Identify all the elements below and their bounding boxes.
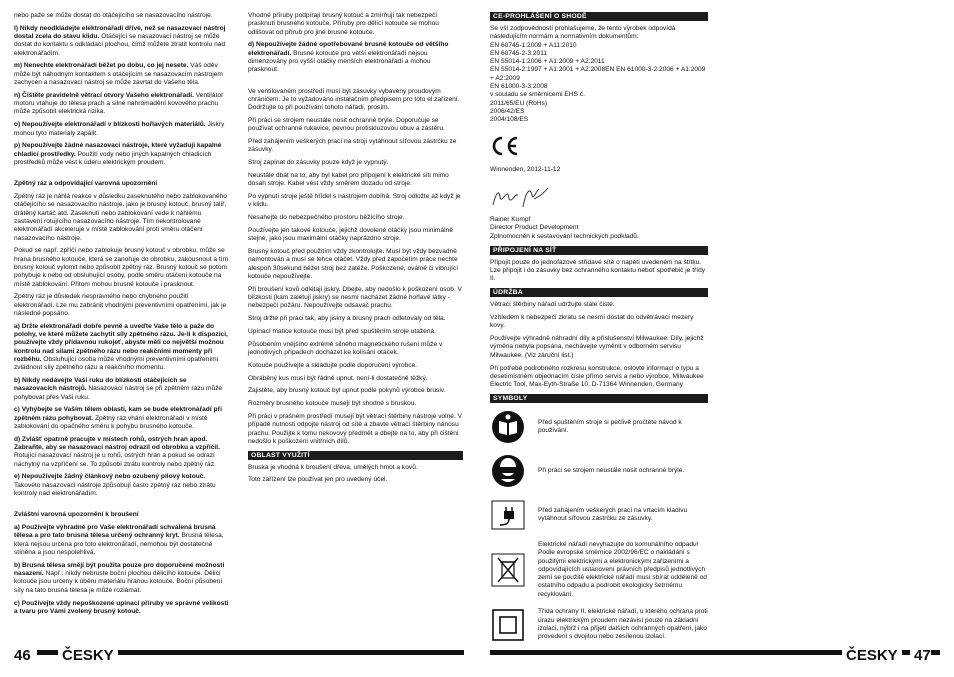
paragraph: [14, 436, 229, 469]
paragraph-text: Zpětný ráz je náhlá reakce v důsledku zaseknutého nebo zablokovaného otáčejícího se nasazovacího nástroje, jako je brusný kotouč, brusný talíř, drátěný kartáč atd. Zaseknutí nebo zablokování vede k náhlému zastavení rotujícího nasazovacího nástroje. Tím nekontrolované elektronářadí akceleruje v místě zablokování proti směru otáčení nasazovacího nástroje.: [14, 193, 227, 242]
paragraph-bold: d) Zvlášť opatrně pracujte v místech rohů, ostrých hran apod. Zabraňte, aby se nasazovací nástroj odrazil od obrobku a vzpříčil.: [14, 435, 220, 452]
safety-text-continued: [248, 12, 463, 446]
paragraph: [14, 377, 229, 402]
paragraph: [248, 476, 463, 484]
symbol-row: [490, 453, 708, 489]
paragraph-text: Váš oděv může být náhodným kontaktem s otáčejícím se nasazovacím nástrojem zachycen a nasazovací nástroj se může zavrtat do Vašeho těla.: [14, 62, 223, 87]
paragraph-bold: p) Nepoužívejte žádné nasazovací nástroje, které vyžadují kapalné chladicí prostředky.: [14, 142, 222, 158]
right-page-column: [490, 12, 708, 651]
ce-mark-icon: [490, 135, 520, 157]
paragraph-text: Upínací matice kotouče musí být před spuštěním stroje utažená.: [248, 327, 437, 335]
paragraph-text: Před zahájením veškerých prací na stroji vytáhnout síťovou zástrčku ze zásuvky.: [248, 138, 457, 154]
paragraph: [14, 25, 229, 58]
paragraph: [14, 524, 229, 557]
ce-line: v souladu se směrnicemi EHS č.: [490, 91, 585, 99]
signer-note: Zplnomocněn k sestavování technických podkladů.: [490, 232, 639, 240]
section-heading-usage: OBLAST VYUŽITÍ: [248, 451, 463, 460]
paragraph: [14, 293, 229, 318]
paragraph: [248, 413, 463, 446]
paragraph-text: Zajistěte, aby brusný kotouč byl upnut podle pokynů výrobce brusiv.: [248, 387, 446, 395]
paragraph-text: Neustále dbát na to, aby byl kabel pro připojení k elektrické síti mimo dosah stroje. Kabel vést vždy směrem dozadu od stroje.: [248, 171, 449, 188]
paragraph-text: Po vypnutí stroje ještě hřídel s nástrojem dobíhá. Stroj odložte až když je v klidu.: [248, 193, 461, 209]
symbol-row: [490, 409, 708, 445]
paragraph-text: Kotouče používejte a skladujte podle doporučení výrobce.: [248, 361, 417, 369]
paragraph: [14, 406, 229, 431]
read-manual-icon: [490, 409, 526, 445]
paragraph-text: Stroj zapínat do zásuvky pouze když je vypnutý.: [248, 159, 389, 167]
paragraph: [248, 286, 463, 311]
paragraph-text: Brusné kotouče pro větší elektronářadí nejsou dimenzovány pro vyšší otáčky menších elektronářadí a mohou prasknout.: [248, 49, 431, 74]
signer-name: Rainer Kumpf: [490, 215, 531, 223]
paragraph-text: Vhodné příruby podpírají brusný kotouč a zmírňují tak nebezpečí prasknutí brusného kotouče. Příruby pro dělící kotouče se mohou odlišovat od přírub pro jiné brusné kotouče.: [248, 12, 439, 36]
paragraph: [14, 12, 229, 20]
paragraph-bold: a) Držte elektronářadí dobře pevně a uveďte Vaše tělo a paže do polohy, ve které můžete zachytit síly zpětného rázu. Je-li k dispozici, používejte vždy přídavnou rukojeť, abyste měli co největší možnou kontrolu nad silami zpětného rázu nebo reakčními momenty při rozběhu.: [14, 322, 228, 363]
right-page-number: 47: [910, 647, 931, 665]
paragraph: [14, 142, 229, 167]
paragraph-text: Nesahejte do nebezpečného prostoru běžícího stroje.: [248, 214, 405, 222]
paragraph-text: Např.: nikdy nebruste boční plochou dělicího kotouče. Dělicí kotouče jsou určeny k úběru materiálu hranou kotouče. Boční působení síly na tato brusná tělesa je může rozlámat.: [14, 570, 223, 594]
paragraph-bold: b) Nikdy nedávejte Vaši ruku do blízkosti otáčejících se nasazovacích nástrojů.: [14, 376, 187, 393]
paragraph-text: Použití vody nebo jiných kapalných chladicích prostředků může vést k úderu elektrickým proudem.: [14, 150, 212, 166]
paragraph: [248, 387, 463, 395]
paragraph: [248, 315, 463, 323]
paragraph: [248, 227, 463, 244]
paragraph-bold: a) Používejte výhradně pro Vaše elektronářadí schválená brusná tělesa a pro tato brusná tělesa určený ochranný kryt.: [14, 524, 216, 540]
paragraph-text: Brusná tělesa, která nejsou určena pro toto elektronářadí, nemohou být dostatečně stíněna a jsou nespolehlivá.: [14, 532, 224, 557]
paragraph-text: Bruska je vhodná k broušení dřeva, umělých hmot a kovů.: [248, 463, 418, 471]
paragraph: [248, 88, 463, 113]
paragraph: [248, 193, 463, 210]
paragraph: [248, 375, 463, 383]
paragraph-text: Při práci se strojem neustále nosit ochranné brýle. Doporučuje se používat ochranné rukavice, pevnou protiskluzovou obuv a zástěru.: [248, 116, 445, 133]
paragraph-text: Při broušení kovů odlétají jiskry. Dbejte, aby nedošlo k poškození osob. V blízkosti (kam zalétují jiskry) se nesmí nacházet žádné hořlavé látky - nebezpečí požáru. Nepoužívejte odsavač prachu.: [248, 285, 462, 310]
ce-line: EN 60745-1:2009 + A11:2010: [490, 41, 577, 49]
section-heading-maintenance: ÚDRŽBA: [490, 288, 708, 297]
paragraph-bold: d) Nepoužívejte žádné opotřebované brusné kotouče od většího elektronářadí.: [248, 41, 449, 57]
paragraph: [14, 503, 229, 507]
paragraph-text: Rotující nasazovací nástroj je u rohů, ostrých hran a pokud se odrazí náchylný na vzpříčení se. To způsobí ztrátu kontroly nebo zpětný ráz.: [14, 452, 216, 468]
paragraph: [248, 138, 463, 155]
paragraph: [248, 41, 463, 74]
symbol-row: [490, 497, 708, 533]
paragraph-bold: n) Čištěte pravidelně větrací otvory Vašeho elektronářadí.: [14, 91, 194, 99]
paragraph: [14, 600, 229, 617]
paragraph-bold: Zpětný ráz a odpovídající varovná upozornění: [14, 180, 158, 188]
left-page-column-1: [14, 12, 229, 621]
paragraph: [248, 117, 463, 134]
place-date: Winnenden, 2012-11-12: [490, 165, 561, 173]
paragraph: [248, 79, 463, 83]
symbol-text: Před zahájením veškerých prací na vrtacím kladivu vytáhnout síťovou zástrčku ze zásuvky.: [538, 506, 688, 522]
paragraph-bold: o) Nepoužívejte elektronářadí v blízkosti hořlavých materiálů.: [14, 121, 206, 129]
ce-line: 2006/42/ES: [490, 107, 525, 115]
paragraph-bold: b) Brusná tělesa smějí být použita pouze pro doporučené možnosti nasazení.: [14, 561, 225, 578]
paragraph-text: Otáčející se nasazovací nástroj se může dostat do kontaktu s odkládací plochou, čímž můžete ztratit kontrolu nad elektronářadím.: [14, 33, 226, 57]
ce-line: EN 55014-2:1997 + A1:2001 + A2:2008EN EN 61000-3-2:2006 + A1:2009 + A2:2009: [490, 66, 706, 82]
paragraph-text: Ve ventilovaném prostředí musí být zásuvky vybaveny proudovým chráničem. Je to vyžadováno instalačním předpisem pro toto el.zařízení. Dodržujte to při používání tohoto nářadí, prosím.: [248, 87, 460, 112]
symbol-text: Před spuštěním stroje si pečlivě pročtěte návod k používání.: [538, 418, 682, 434]
section-heading-ce: CE-PROHLÁŠENÍ O SHODĚ: [490, 12, 708, 21]
paragraph-bold: e) Nepoužívejte žádný článkový nebo ozubený pilový kotouč.: [14, 473, 206, 481]
paragraph: [248, 159, 463, 167]
safety-goggles-icon: [490, 453, 526, 489]
paragraph-bold: Zvláštní varovná upozornění k broušení: [14, 511, 139, 519]
paragraph: [14, 62, 229, 87]
paragraph-text: Nasazovací nástroj se při zpětném rázu může pohybovat přes Vaši ruku.: [14, 385, 223, 401]
weee-bin-icon: [490, 552, 526, 588]
paragraph: [248, 12, 463, 37]
paragraph: [248, 248, 463, 281]
paragraph: [14, 562, 229, 595]
section-heading-symbols: SYMBOLY: [490, 394, 708, 403]
paragraph-text: Brusný kotouč před použitím vždy zkontrolujte. Musí být vždy bezvadně namontován a musí se lehce otáčet. Vždy před započetím práce nechte alespoň 30sekund běžet stroj bez zatěže. Poškozené, oválné či vibrující kotouče nepoužívejte.: [248, 248, 459, 280]
paragraph: [248, 214, 463, 222]
symbol-text: Třída ochrany II, elektrické nářadí, u kterého ochrana proti úrazu elektrickým proudem nezávisí pouze na základní izolaci, nýbrž i na přijetí dalších ochranných opatření, jako provedení s dvojitou nebo zesílenou izolací.: [538, 608, 708, 641]
paragraph: [14, 511, 229, 519]
paragraph-text: Při práci v prašném prostředí musejí být větrací štěrbiny nástroje volné. V případě nutnosti odpojte nástroj od sítě a zbavte větrací štěrbiny nánosu prachu. Použijte k tomu nekovový předmět a dbejte na to, aby při čištění nedošlo k poškození vnitřních dílů.: [248, 412, 463, 445]
class-ii-insulation-icon: [490, 607, 526, 643]
ce-mark: [490, 129, 708, 166]
paragraph-text: Toto zařízení lze používat jen pro uvedený účel.: [248, 476, 388, 484]
symbol-row: [490, 607, 708, 643]
ce-declaration-text: [490, 25, 708, 125]
paragraph-bold: c) Používejte vždy nepoškozené upínací příruby ve správné velikosti a tvaru pro Vámi zvolený brusný kotouč.: [14, 599, 229, 615]
maintenance-paragraph: Používejte výhradně náhradní díly a příslušenství Milwaukee. Díly, jejichž výměna nebyla popsána, nechávejte vyměnit v odborném servisu Milwaukee. (Viz záruční list.): [490, 335, 704, 359]
unplug-icon: [490, 497, 526, 533]
left-page-language: ČESKY: [58, 647, 118, 665]
paragraph-text: Obráběný kus musí být řádně upnut, není-li dostatečně těžký.: [248, 374, 428, 382]
paragraph: [248, 464, 463, 472]
paragraph-text: Stroj držte při práci tak, aby jiskry a brusný prach odletovaly od těla.: [248, 315, 446, 323]
paragraph: [248, 341, 463, 358]
symbol-row: [490, 541, 708, 599]
paragraph: [14, 180, 229, 188]
paragraph-bold: m) Nenechte elektronářadí běžet po dobu, co jej nesete.: [14, 62, 189, 70]
left-page-column-2: [248, 12, 463, 489]
usage-text: [248, 464, 463, 485]
paragraph-text: Takovéto nasazovací nástroje způsobují často zpětný ráz nebo ztrátu kontroly nad elektronářadím.: [14, 481, 216, 498]
paragraph: [14, 323, 229, 373]
paragraph-text: Pokud se např. zpříčí nebo zablokuje brusný kotouč v obrobku, může se hrana brusného kotouče, která se zanořuje do obrobku, zakousnout a tím brusný kotouč vylomit nebo způsobit zpětný ráz. Brusný kotouč se potom pohybuje k nebo od obsluhující osoby, podle směru otáčení kotouče na místě zablokování. Přitom mohou brusné kotouče i prasknout.: [14, 247, 229, 288]
signer-title: Director Product Development: [490, 224, 579, 232]
paragraph-text: Zpětný ráz je důsledek nesprávného nebo chybného použití elektronářadí. Lze mu zabránit vhodnými preventivními opatřeními, jak je následně popsáno.: [14, 293, 227, 317]
paragraph-text: nebo paže se může dostat do otáčejícího se nasazovacího nástroje.: [14, 12, 213, 19]
paragraph: [14, 473, 229, 498]
paragraph-text: Obsluhující osoba může vhodnými preventivními opatřeními zvládnout síly zpětného rázu a reakčního momentu.: [14, 355, 219, 372]
paragraph-text: Zpětný ráz vhání elektronářadí v místě zablokování do opačného směru k pohybu brusného kotouče.: [14, 414, 208, 430]
paragraph: [14, 172, 229, 176]
paragraph-bold: c) Vyhýbejte se Vaším tělem oblasti, kam se bude elektronářadí při zpětném rázu pohybovat.: [14, 406, 222, 422]
handwritten-signature: [490, 185, 552, 211]
paragraph: [248, 362, 463, 370]
paragraph-text: Používejte jen takové kotouče, jejichž dovolené otáčky jsou minimálně stejné, jako jsou maximální otáčky naprázdno stroje.: [248, 226, 453, 243]
ce-line: EN 60745-2-3:2011: [490, 49, 548, 57]
paragraph: [248, 328, 463, 336]
paragraph: [14, 247, 229, 288]
ce-line: 2004/108/ES: [490, 116, 529, 124]
ce-line: 2011/65/EU (RoHs): [490, 99, 548, 107]
right-page-language: ČESKY: [842, 647, 902, 665]
paragraph-text: Ventilátor motoru vtahuje do tělesa prach a silné nahromadění kovového prachu může způsobit elektrická rizika.: [14, 91, 224, 116]
left-page-number: 46: [14, 647, 37, 665]
ce-line: EN 55014-1:2006 + A1:2009 + A2:2011: [490, 58, 605, 66]
power-text: Připojit pouze do jednofázové střídavé sítě o napětí uvedeném na štítku. Lze připojit i do zásuvky bez ochranného kontaktu neboť spotřebič je třídy II.: [490, 258, 706, 283]
ce-line: Se vší zodpovědností prohlašujeme, že tento výrobek odpovídá následujícím normám a normativním dokumentům:: [490, 25, 676, 41]
maintenance-paragraph: Při potřebě podrobného rozkresu konstrukce, oslovte informací o typu a desetimístném objednacím čísle přímo servis a nebo výrobce, Milwaukee Electric Tool, Max-Eyth-Straße 10, D-71364 Winnenden, Germany: [490, 364, 704, 389]
ce-line: EN 61000-3-3:2008: [490, 83, 548, 91]
paragraph: [248, 172, 463, 189]
maintenance-paragraph: Vzhledem k nebezpečí zkratu se nesmí dostat do odvětrávací mezery kovy.: [490, 314, 694, 330]
symbol-text: Elektrické nářadí nevyhazujte do komunálního odpadu! Podle evropské směrnice 2002/96/EC o nakládání s použitými elektrickými a elektronickými zařízeními a odpovídajících ustanovení právních předpisů jednotlivých zemí se použité elektrické nářadí musí sbírat odděleně od ostatního odpadu a podrobit ekologicky šetrnému recyklování.: [538, 540, 707, 598]
symbols-list: [490, 409, 708, 643]
paragraph-bold: l) Nikdy neodkládejte elektronářadí dříve, než se nasazovací nástroj dostal zcela do stavu klidu.: [14, 24, 226, 41]
section-heading-power: PŘIPOJENÍ NA SÍŤ: [490, 246, 708, 255]
paragraph: [14, 121, 229, 138]
paragraph-text: Rozměry brusného kotouče musejí být shodné s bruskou.: [248, 400, 417, 408]
maintenance-text: [490, 301, 708, 389]
paragraph: [14, 193, 229, 243]
maintenance-paragraph: Větrací štěrbiny nářadí udržujte stále čisté.: [490, 301, 615, 309]
paragraph: [248, 400, 463, 408]
paragraph-text: Působením vnějšího extrémě silného magnetického rušení může v jednotlivých případech docházet ke kolísání otáček.: [248, 340, 443, 356]
symbol-text: Při práci se strojem neustále nosit ochranné brýle.: [538, 466, 685, 474]
paragraph-text: Jiskry mohou tyto materiály zapálit.: [14, 121, 225, 137]
paragraph: [14, 92, 229, 117]
